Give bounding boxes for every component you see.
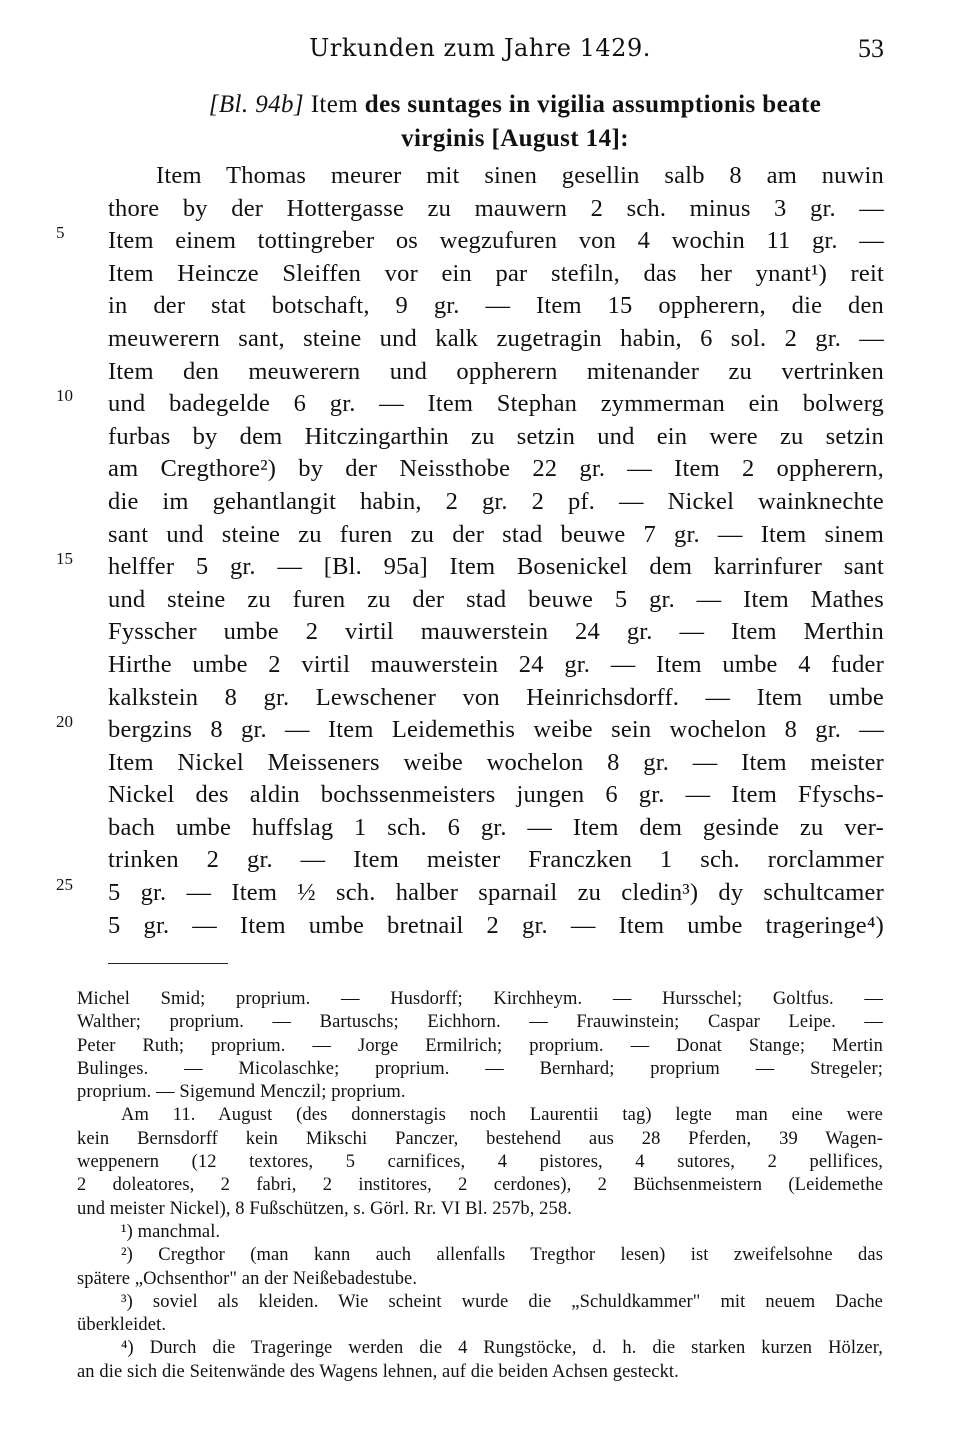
text-line: Item einem tottingreber os wegzufuren von 4 wochin 11 gr. — <box>108 227 884 255</box>
line-number-20: 20 <box>56 712 73 731</box>
heading-line-2: virginis [August 14]: <box>401 125 629 152</box>
text-line: trinken 2 gr. — Item meister Franczken 1 sch. rorclammer <box>108 846 884 874</box>
text-line: kalkstein 8 gr. Lewschener von Heinrichsdorff. — Item umbe <box>108 683 884 711</box>
text-line: bergzins 8 gr. — Item Leidemethis weibe sein wochelon 8 gr. — <box>108 716 884 744</box>
footnote-line: überkleidet. <box>77 1315 167 1336</box>
text-line: 5 gr. — Item ½ sch. halber sparnail zu cledin³) dy schultcamer <box>108 879 884 907</box>
footnote-line: 2 doleatores, 2 fabri, 2 institores, 2 cerdones), 2 Büchsenmeistern (Leidemethe <box>77 1175 883 1196</box>
page-number: 53 <box>858 34 884 63</box>
footnotes <box>77 988 883 1384</box>
footnote-line: Michel Smid; proprium. — Husdorff; Kirchheym. — Hursschel; Goltfus. — <box>77 989 883 1009</box>
page-header <box>0 30 960 70</box>
text-line: und steine zu furen zu der stad beuwe 5 gr. — Item Mathes <box>108 585 884 613</box>
line-number-25: 25 <box>56 875 73 894</box>
running-head: Urkunden zum Jahre 1429. <box>309 34 651 62</box>
footnote-line: Am 11. August (des donnerstagis noch Laurentii tag) legte man eine were <box>121 1105 883 1126</box>
text-line: meuwerern sant, steine und kalk zugetragin habin, 6 sol. 2 gr. — <box>108 324 884 352</box>
footnote-line: ³) soviel als kleiden. Wie scheint wurde die „Schuldkammer" mit neuem Dache <box>121 1291 883 1312</box>
footnote-line: und meister Nickel), 8 Fußschützen, s. Görl. Rr. VI Bl. 257b, 258. <box>77 1198 572 1219</box>
line-number-10: 10 <box>56 386 73 405</box>
text-line: Fysscher umbe 2 virtil mauwerstein 24 gr. — Item Merthin <box>108 618 884 646</box>
text-line: in der stat botschaft, 9 gr. — Item 15 oppherern, die den <box>108 292 884 320</box>
text-line: und badegelde 6 gr. — Item Stephan zymmerman ein bolwerg <box>108 390 884 418</box>
footnote-line: Bulinges. — Micolaschke; proprium. — Bernhard; proprium — Stregeler; <box>77 1058 883 1079</box>
folio-reference: [Bl. 94b] <box>208 91 305 118</box>
text-line: die im gehantlangit habin, 2 gr. 2 pf. — Nickel wainknechte <box>108 487 884 515</box>
heading-title-part-1: des suntages in vigilia assumptionis beate <box>364 91 822 118</box>
text-line: Nickel des aldin bochssenmeisters jungen 6 gr. — Item Ffyschs- <box>108 781 884 809</box>
footnote-line: ⁴) Durch die Trageringe werden die 4 Rungstöcke, d. h. die starken kurzen Hölzer, <box>121 1338 883 1359</box>
footnote-line: kein Bernsdorff kein Mikschi Panczer, bestehend aus 28 Pferden, 39 Wagen- <box>77 1128 883 1149</box>
text-line: bach umbe huffslag 1 sch. 6 gr. — Item dem gesinde zu ver- <box>108 813 884 841</box>
line-number-15: 15 <box>56 549 73 568</box>
main-text <box>108 160 884 942</box>
text-line: Item Heincze Sleiffen vor ein par stefiln, das her ynant¹) reit <box>108 259 884 287</box>
text-line: Hirthe umbe 2 virtil mauwerstein 24 gr. — Item umbe 4 fuder <box>108 650 884 678</box>
footnote-line: an die sich die Seitenwände des Wagens lehnen, auf die beiden Achsen gesteckt. <box>77 1361 679 1382</box>
heading-line-1 <box>140 88 890 122</box>
footnote-line: spätere „Ochsenthor" an der Neißebadestube. <box>77 1268 418 1289</box>
text-line: Item den meuwerern und oppherern mitenander zu vertrinken <box>108 357 884 385</box>
text-line: sant und steine zu furen zu der stad beuwe 7 gr. — Item sinem <box>108 520 884 548</box>
footnote-line: proprium. — Sigemund Menczil; proprium. <box>77 1082 406 1103</box>
footnote-line: Peter Ruth; proprium. — Jorge Ermilrich; proprium. — Donat Stange; Mertin <box>77 1035 883 1056</box>
line-number-5: 5 <box>56 223 65 242</box>
footnote-line: ¹) manchmal. <box>121 1221 221 1242</box>
section-heading <box>140 88 890 156</box>
text-line: thore by der Hottergasse zu mauwern 2 sch. minus 3 gr. — <box>108 194 884 222</box>
text-line: furbas by dem Hitczingarthin zu setzin und ein were zu setzin <box>108 422 884 450</box>
text-line: 5 gr. — Item umbe bretnail 2 gr. — Item umbe trageringe⁴) <box>108 911 884 939</box>
text-line: helffer 5 gr. — [Bl. 95a] Item Bosenickel dem karrinfurer sant <box>108 553 884 581</box>
text-line: Item Thomas meurer mit sinen gesellin salb 8 am nuwin <box>156 162 884 189</box>
footnote-line: weppenern (12 textores, 5 carnifices, 4 pistores, 4 sutores, 2 pellifices, <box>77 1152 883 1173</box>
footnote-line: ²) Cregthor (man kann auch allenfalls Tregthor lesen) ist zweifelsohne das <box>121 1245 883 1266</box>
text-line: Item Nickel Meisseners weibe wochelon 8 gr. — Item meister <box>108 748 884 776</box>
footnote-line: Walther; proprium. — Bartuschs; Eichhorn. — Frauwinstein; Caspar Leipe. — <box>77 1012 883 1033</box>
heading-item-word: Item <box>310 91 359 118</box>
text-line: am Cregthore²) by der Neissthobe 22 gr. — Item 2 oppherern, <box>108 455 884 483</box>
footnote-separator-rule <box>108 963 228 964</box>
